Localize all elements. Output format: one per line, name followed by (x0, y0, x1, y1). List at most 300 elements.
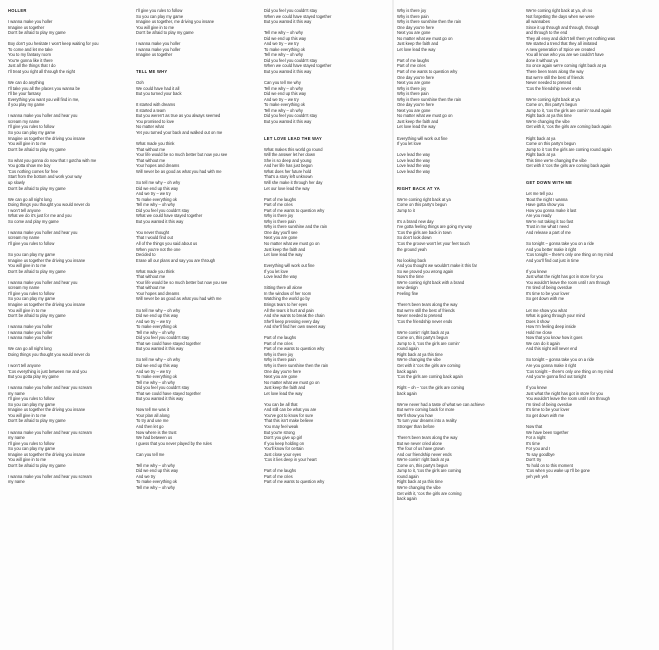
lyric-line: So tell me why – oh why (136, 307, 181, 313)
lyric-line: Love lead the way (397, 152, 430, 158)
lyric-line: What we do it's just for me and you (8, 213, 72, 219)
lyric-line: You never thought (136, 229, 170, 235)
lyric-line: You will give in to me (8, 412, 47, 418)
lyric-line: How you gonna make it last (526, 207, 577, 213)
lyric-line: And then let go (136, 424, 164, 430)
lyric-line: 'Cos tonight – there's only one thing on my mind (526, 252, 614, 258)
lyric-line: When you're not the one (136, 246, 181, 252)
lyric-line: I guess that you never played by the rules (136, 440, 212, 446)
lyric-line: Doing things you thought you would never do (8, 351, 90, 357)
lyric-line: To make everything ok (264, 46, 305, 52)
song-title: TELL ME WHY (136, 69, 168, 75)
lyric-line: What makes this world go round (264, 146, 323, 152)
lyric-line: Watching the world go by (264, 296, 310, 302)
lyric-line: Love lead the way (397, 163, 430, 169)
lyric-line: So once again we're coming right back at ya (526, 63, 607, 69)
lyric-line: 'Cos when you wake up I'll be gone (526, 468, 590, 474)
lyric-line: Love lead the way (397, 157, 430, 163)
lyric-line: I'll give you rules to follow (8, 290, 55, 296)
lyric-line: But you wanted it this way (136, 396, 184, 402)
lyric-line: The four of us have grown (397, 446, 445, 452)
lyric-line: When we could have stayed together (264, 13, 332, 19)
lyric-line: Just what the night has got in store for you (526, 390, 603, 396)
lyric-line: But you turned your back (136, 91, 182, 97)
lyric-line: So you can play my game (8, 446, 56, 452)
lyric-line: Now tell me was it (136, 407, 169, 413)
lyrics-column-3 (264, 8, 384, 648)
lyric-line: Tell me why – oh why (136, 379, 175, 385)
lyric-line: I wanna make you holler and hear you (8, 229, 78, 235)
lyric-line: You all know who you are we couldn't have (526, 52, 604, 58)
lyric-line: Can you tell me (136, 451, 165, 457)
lyric-line: Let love lead the way (264, 252, 303, 258)
lyric-line: I won't tell anyone (8, 207, 41, 213)
lyric-line: It started a team (136, 107, 166, 113)
lyric-line: Part of me wants to question why (397, 69, 458, 75)
lyric-line: We'll show you how (397, 412, 433, 418)
lyric-line: That without me (136, 285, 166, 291)
lyric-line: Imagine us together the driving you insane (8, 135, 86, 141)
lyric-line: No matter what we must go on (264, 240, 320, 246)
lyric-line: How I'm feeling deep inside (526, 324, 576, 330)
lyric-line: And she wants to break the chain (264, 313, 325, 319)
lyric-line: 'Cos the girls are back in town (397, 229, 452, 235)
lyric-line: I'll give you rules to follow (8, 240, 55, 246)
lyric-line: Jump to it, 'cos the girls are comin' (397, 340, 460, 346)
lyric-line: Why is there pain (397, 91, 429, 97)
lyric-line: Did you feel you couldn't stay (136, 207, 190, 213)
lyric-line: And we try – we try (136, 318, 171, 324)
lyric-line: up slowly (8, 179, 25, 185)
lyric-line: To hold on to this moment (526, 462, 573, 468)
lyric-line: When we could have stayed together (264, 63, 332, 69)
lyric-line: Part of me wants to question why (264, 346, 325, 352)
lyric-line: Jump to it, 'cos the girls are comin' round again (526, 107, 612, 113)
lyric-line: And still can be what you are (264, 407, 317, 413)
lyric-line: So tonight – gonna take you on a ride (526, 240, 595, 246)
lyric-line: Tell me why – oh why (136, 329, 175, 335)
lyric-line: For you and I (526, 446, 551, 452)
lyric-line: You to my fantasy room (8, 52, 51, 58)
lyric-line: We could have had it all (136, 85, 180, 91)
lyric-line: You will give in to me (136, 24, 175, 30)
lyric-line: You may feel weak (264, 424, 299, 430)
lyric-line: We're changing the vibe (397, 485, 441, 491)
lyric-line: Erase all our plans and say you are through (136, 257, 216, 263)
lyric-line: We're changing the vibe (397, 357, 441, 363)
lyric-line: Have gotta show you (526, 202, 565, 208)
lyric-line: Why is there pain (264, 218, 296, 224)
lyric-line: Part of me cries (264, 340, 293, 346)
lyric-line: Let our love lead the way (264, 185, 310, 191)
lyric-line: I've gotta feeling things are going my way (397, 224, 472, 230)
lyric-line: Brings tears to her eyes (264, 301, 308, 307)
lyric-line: And release a part of me (526, 229, 571, 235)
lyric-line: That without me (136, 274, 166, 280)
lyric-line: Why is there joy (397, 8, 427, 13)
lyric-line: That I would find out (136, 235, 173, 241)
lyric-line: I'll take you all the places you wanna be (8, 85, 81, 91)
lyric-line: That without me (136, 157, 166, 163)
lyric-line: Will never be as good as what you had with me (136, 296, 222, 302)
lyric-line: Get with it, 'cos the girls are coming back again (526, 124, 612, 130)
lyric-line: Don't be afraid to play my game (8, 313, 66, 319)
lyric-line: We're coming right back at ya (526, 96, 580, 102)
lyric-line: Will the answer let her down (264, 152, 316, 158)
lyric-line: Get with it 'cos the girls are coming (397, 363, 461, 368)
lyric-line: Sitting there all alone (264, 285, 303, 291)
lyric-line: One day you're here (397, 74, 434, 80)
lyric-line: Next you are gone (397, 80, 431, 86)
lyric-line: To try and use me (136, 418, 169, 424)
lyric-line: new design (397, 285, 418, 291)
lyric-line: Part of me laughs (264, 468, 297, 474)
lyric-line: You will give in to me (8, 307, 47, 313)
lyric-line: There been tears along the way (526, 69, 584, 75)
lyric-line: But you're strong (264, 429, 295, 435)
lyric-line: if you play my game (8, 102, 45, 108)
lyric-line: Part of me laughs (264, 196, 297, 202)
lyric-line: You've got to know for sure (264, 412, 314, 418)
lyric-line: That's a story left unknown (264, 174, 313, 180)
lyric-line: Part of me cries (264, 202, 293, 208)
lyric-line: Part of me cries (264, 473, 293, 479)
lyric-line: I wanna make you holler (8, 19, 53, 25)
song-title: LET LOVE LEAD THE WAY (264, 135, 323, 141)
lyric-line: 'Cos everything is just between me and you (8, 368, 87, 374)
lyric-line: my name (8, 435, 25, 441)
lyric-line: Now where is the trust (136, 429, 177, 435)
lyric-line: Let me tell you (526, 191, 553, 197)
lyric-line: You will give in to me (8, 457, 47, 463)
lyric-line: Did you feel you couldn't stay (264, 57, 318, 63)
lyric-line: You gotta show me boy (8, 163, 51, 169)
lyric-line: Does it show (526, 318, 550, 324)
lyric-line: Right back at ya this time (526, 113, 572, 119)
lyric-line: If you keep holding on (264, 440, 305, 446)
lyric-line: We're coming right back at ya, oh no (526, 8, 593, 13)
lyric-line: Love lead the way (397, 168, 430, 174)
lyric-line: Everything will work out fine (264, 263, 315, 269)
lyric-line: What made you think (136, 141, 175, 147)
lyric-line: You're gonna like it there (8, 57, 53, 63)
lyric-line: I wanna make you holler and hear you scream (8, 473, 92, 479)
lyric-line: This time we're changing the vibe (526, 157, 587, 163)
lyric-line: Don't be afraid to play my game (8, 268, 66, 274)
lyric-line: It's a brand new day (397, 218, 434, 224)
lyric-line: Just what the night has got in store for you (526, 274, 603, 280)
lyric-line: Next you are gone (397, 107, 431, 113)
lyric-line: Never needed to pretend (397, 313, 443, 319)
lyric-line: Now that you know how it goes (526, 335, 583, 341)
lyric-line: Boy don't you hesitate I won't keep waiting for you (8, 41, 99, 47)
lyric-line: I won't tell anyone (8, 363, 41, 368)
lyric-line: Next you are gone (264, 374, 298, 380)
lyric-line: We're coming right back at ya (397, 196, 451, 202)
lyric-line: Just keep the faith and (264, 385, 306, 391)
lyric-line: my name (8, 390, 25, 396)
lyric-line: and through to the end (526, 30, 568, 36)
lyric-line: Ooh (136, 80, 144, 86)
lyric-line: Jump to it 'cos the girls are coming round again (526, 146, 612, 152)
lyric-line: round again (397, 473, 419, 479)
lyric-line: They all envy and didn't tell them yet nothing was (526, 35, 616, 41)
lyric-line: Don't be afraid to play my game (8, 462, 66, 468)
lyric-line: Come on, this party's begun (397, 462, 448, 468)
lyric-line: Jump to it, 'cos the girls are coming (397, 468, 462, 474)
lyric-line: We're not taking it too fast (526, 218, 574, 224)
lyric-line: Love lead the way (264, 274, 297, 280)
lyric-line: Tell me why – oh why (136, 485, 175, 491)
lyric-line: Jump to it (397, 207, 415, 213)
lyric-line: To make everything ok (136, 374, 177, 380)
song-title: RIGHT BACK AT YA (397, 185, 441, 191)
lyric-line: And we try – we try (264, 96, 299, 102)
lyric-line: So what you gonna do now that I gotcha with me (8, 157, 97, 163)
lyric-line: We can do anything (8, 80, 45, 86)
lyrics-column-1 (8, 8, 128, 648)
lyric-line: For a night (526, 435, 546, 441)
lyric-line: So tell me why – oh why (136, 357, 181, 363)
song-title: GET DOWN WITH ME (526, 179, 573, 185)
lyric-line: Your plan all along (136, 412, 170, 418)
lyric-line: 'Cos it lies deep in your heart (264, 457, 317, 463)
lyric-line: You'll know for certain (264, 446, 304, 452)
lyric-line: What is going through your mind (526, 313, 585, 319)
lyric-line: Imagine us together (136, 52, 173, 58)
lyric-line: So tonight – gonna take you on a ride (526, 357, 595, 363)
lyric-line: It's time to be your lover (526, 290, 570, 296)
lyric-line: And we try – we try (136, 368, 171, 374)
lyric-line: So don't look down (397, 235, 432, 241)
lyric-line: But you weren't as true as you always seemed (136, 113, 221, 119)
lyric-line: She'll keep pressing every day (264, 318, 320, 324)
lyric-line: If you knew (526, 268, 547, 274)
lyric-line: I'm tired of being overdue (526, 285, 573, 291)
lyric-line: Your hopes and dreams (136, 290, 180, 296)
lyric-line: You will give in to me (8, 141, 47, 147)
lyric-line: That this isn't make believe (264, 418, 314, 424)
lyric-line: No matter what (136, 124, 164, 130)
lyric-line: Just keep the faith and (264, 246, 306, 252)
lyric-line: back again (397, 368, 417, 374)
lyric-line: Are you ready (526, 213, 552, 219)
lyric-line: You wouldn't leave the room until I am through (526, 279, 610, 285)
lyric-line: We started a trend that they all imitated (526, 41, 598, 47)
lyric-line: Get with it, 'cos the girls are coming (397, 490, 462, 496)
lyric-line: Can you tell me why (264, 80, 301, 86)
lyric-line: To make everything ok (136, 324, 177, 330)
lyric-line: Don't be afraid to play my game (8, 30, 66, 36)
lyric-line: I'll be your fantasy (8, 91, 41, 97)
lyric-line: Stronger than before (397, 424, 435, 430)
lyric-line: back again (397, 390, 417, 396)
lyric-line: Not forgetting the days when we were (526, 13, 595, 19)
lyric-line: Why is there joy (264, 213, 294, 219)
lyric-line: Yet you turned your back and walked out on me (136, 130, 223, 136)
lyric-line: To make everything ok (264, 102, 305, 108)
lyric-line: Tell me why – oh why (136, 202, 175, 208)
lyric-line: Will never be as good as what you had with me (136, 168, 222, 174)
lyric-line: Don't be afraid to play my game (8, 418, 66, 424)
lyric-line: Everything you want you will find in me, (8, 96, 80, 102)
lyric-line: Why is there joy (264, 351, 294, 357)
lyric-line: Don't you give up girl (264, 435, 303, 441)
lyric-line: I wanna make you holler and hear you scream (8, 385, 92, 391)
lyric-line: Let me show you what (526, 307, 567, 313)
lyric-line: Did you feel you couldn't stay (136, 335, 190, 341)
lyric-line: You will give in to me (8, 263, 47, 269)
lyric-line: That we could have stayed together (136, 390, 201, 396)
lyric-line: So you can play my game (8, 401, 56, 407)
lyric-line: Doing things you thought you would never do (8, 202, 90, 208)
lyric-line: Just keep the faith and (397, 118, 439, 124)
lyric-line: And you better make it right (526, 246, 577, 252)
lyric-line: I wanna make you holler (8, 329, 53, 335)
lyric-line: I'll give you rules to follow (8, 124, 55, 130)
lyric-line: the ground yeah (397, 246, 427, 252)
lyric-line: Come on, this party's begun (526, 102, 577, 108)
lyric-line: Your hopes and dreams (136, 163, 180, 169)
lyric-line: scream my name (8, 285, 40, 291)
lyric-line: Tell me why – oh why (264, 85, 303, 91)
lyric-line: all wannabes (526, 19, 550, 25)
lyric-line: Did we end up this way (264, 91, 307, 97)
lyric-line: But we're still the best of friends (526, 74, 584, 80)
lyric-line: Tell me why – oh why (264, 30, 303, 36)
lyric-line: I wanna make you holler and hear you scream (8, 429, 92, 435)
lyric-line: All the tears it hurt and pain (264, 307, 314, 313)
lyric-line: Just close your eyes (264, 451, 302, 457)
lyric-line: Did you feel you couldn't stay (264, 113, 318, 119)
lyric-line: Let love lead the way (397, 124, 436, 130)
lyric-line: But you wanted it this way (264, 69, 312, 75)
lyric-line: I'll give you rules to follow (136, 8, 183, 13)
lyric-line: No looking back (397, 257, 427, 263)
lyric-line: You can be all that (264, 401, 298, 407)
page-fold (392, 0, 394, 650)
lyric-line: No matter what we must go on (397, 35, 453, 41)
lyric-line: To turn your dreams into a reality (397, 418, 457, 424)
lyric-line: So get down with me (526, 412, 565, 418)
lyric-line: We're changing the vibe (526, 118, 570, 124)
lyric-line: I wanna make you holler (136, 41, 181, 47)
lyric-line: You wouldn't leave the room until I am through (526, 396, 610, 402)
lyric-line: Are you gonna make it right (526, 363, 577, 368)
lyric-line: scream my name (8, 118, 40, 124)
lyric-line: And we try – we try (136, 191, 171, 197)
lyric-line: What made you think (136, 268, 175, 274)
lyric-line: What does her future hold (264, 168, 312, 174)
lyric-line: Why is there sunshine then the rain (397, 19, 462, 25)
lyric-line: Right back at ya (526, 135, 556, 141)
lyric-line: To say goodbye (526, 451, 555, 457)
lyric-line: Just all the things that I do (8, 63, 56, 69)
lyric-line: I wanna make you holler (136, 46, 181, 52)
lyric-line: Get with it 'cos the girls are coming back again (526, 163, 611, 169)
lyric-line: You promised to love (136, 118, 175, 124)
lyric-line: 'Cos the friendship never ends (397, 318, 453, 324)
lyric-line: And our friendship never ends (397, 451, 452, 457)
lyric-line: Why is there sunshine then the rain (397, 96, 462, 102)
lyric-line: One day you're here (397, 102, 434, 108)
lyric-line: Hold me close (526, 329, 552, 335)
lyric-line: A new generation of Spice we created (526, 46, 595, 52)
lyric-line: Never needed to pretend (526, 80, 572, 86)
lyric-line: I wanna make you holler (8, 335, 53, 341)
lyric-line: To make everything ok (136, 196, 177, 202)
lyric-line: Your life would be so much better but now you see (136, 152, 228, 158)
lyric-line: So you can play my game (136, 13, 184, 19)
lyric-line: We're comin' right back at ya (397, 457, 450, 463)
lyric-line: Don't be afraid to play my game (8, 146, 66, 152)
lyric-line: Part of me laughs (264, 335, 297, 341)
lyric-line: my name (8, 479, 25, 485)
lyric-line: And you'll find out just in time (526, 257, 579, 263)
lyric-line: Part of me cries (397, 63, 426, 69)
lyric-line: It's time to be your lover (526, 407, 570, 413)
lyric-line: Did we end up this way (136, 313, 179, 319)
lyrics-column-5 (526, 8, 646, 648)
lyric-line: I'll give you rules to follow (8, 440, 55, 446)
lyric-line: 'Cos the girls are coming back again (397, 374, 463, 380)
lyric-line: Decided to (136, 252, 156, 258)
lyric-line: 'Cos the friendship never ends (526, 85, 582, 91)
lyric-line: If you let love (397, 141, 422, 147)
lyric-line: Feeling fine (397, 290, 419, 296)
lyric-line: But you wanted it this way (264, 118, 312, 124)
lyric-line: Why is there sunshine and the rain (264, 224, 328, 230)
lyric-line: Come on, this party's begun (397, 335, 448, 341)
lyric-line: 'Cos nothing comes for free (8, 168, 58, 174)
lyric-line: Part of me laughs (397, 57, 430, 63)
lyric-line: So you can play my game (8, 130, 56, 136)
lyric-line: 'Bout the night I wanna (526, 196, 568, 202)
lyric-line: So come and play my game (8, 218, 59, 224)
lyric-line: So you can play my game (8, 296, 56, 302)
lyric-line: No matter what we must go on (264, 379, 320, 385)
lyric-line: Don't try (526, 457, 542, 463)
lyric-line: Your life would be so much better but now you see (136, 279, 228, 285)
song-title: HOLLER (8, 8, 27, 13)
lyric-line: back again (397, 496, 417, 502)
lyric-line: Start from the bottom and work your way (8, 174, 82, 180)
lyric-line: And she'll find her own sweet way (264, 324, 326, 330)
lyric-line: We've never had a taste of what we can achieve (397, 401, 485, 407)
lyric-line: Since it up through and through, through (526, 24, 600, 30)
lyric-line: We have been together (526, 429, 569, 435)
lyric-line: I wanna make you holler and hear you (8, 113, 78, 119)
lyric-line: No matter what we must go on (397, 113, 453, 119)
lyric-line: Did we end up this way (136, 468, 179, 474)
lyric-line: That we could have stayed together (136, 340, 201, 346)
lyric-line: But we never cried alone (397, 440, 443, 446)
lyric-line: Part of me wants to question why (264, 207, 325, 213)
lyric-line: That without me (136, 146, 166, 152)
lyric-line: 'Cos tonight – there's only one thing on my mind (526, 368, 614, 374)
lyric-line: There's been tears along the way (397, 435, 458, 441)
lyric-line: And we try (136, 473, 156, 479)
lyric-line: Right back at ya this time (397, 351, 443, 357)
lyric-line: Everything will work out fine (397, 135, 448, 141)
lyric-line: If you let love (264, 268, 289, 274)
lyric-line: And this night will never end (526, 346, 577, 352)
lyric-line: But we're still the best of friends (397, 307, 455, 313)
lyric-line: I'm tired of being overdue (526, 401, 573, 407)
lyric-line: We had between us (136, 435, 173, 441)
lyric-line: Right back at ya (526, 152, 556, 158)
lyric-line: One day you're here (264, 368, 301, 374)
